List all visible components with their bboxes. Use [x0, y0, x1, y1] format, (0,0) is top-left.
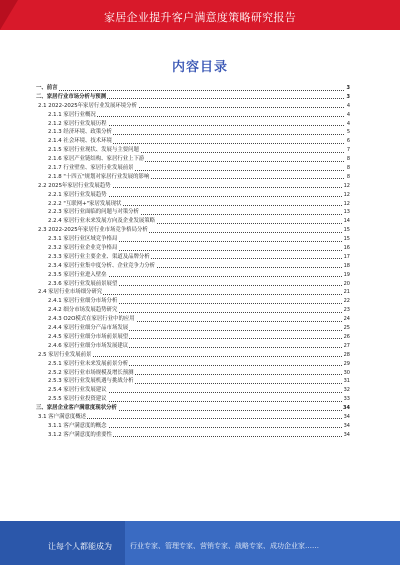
toc-entry[interactable] [36, 386, 350, 395]
toc-entry-title: 2.3.1 家居行业区域竞争格局 [48, 236, 118, 243]
toc-entry-page: 34 [343, 405, 350, 412]
toc-entry-page: 15 [343, 236, 350, 243]
toc-entry-title: 2.2.4 家居行业未来发展方向及企业发展策略 [48, 218, 156, 225]
toc-entry-page: 3 [346, 85, 350, 91]
toc-entry-page: 12 [343, 191, 350, 198]
footer-slogan-left: 让每个人都能成为 [48, 542, 112, 551]
toc-entry[interactable] [36, 360, 350, 369]
toc-entry-page: 3 [346, 93, 350, 100]
toc-entry-page: 34 [343, 413, 350, 420]
toc-entry-page: 28 [343, 351, 350, 358]
toc-entry-page: 22 [343, 298, 350, 305]
toc-entry[interactable] [36, 137, 350, 146]
toc-entry-title: 2.3.2 家居行业企业竞争格局 [48, 245, 118, 252]
toc-entry-page: 5 [346, 129, 350, 136]
toc-entry[interactable] [36, 84, 350, 93]
toc-entry-page: 34 [343, 422, 350, 429]
report-header [0, 0, 400, 30]
toc-entry-title: 3.1.2 客户满意度的重要性 [48, 431, 112, 438]
toc-entry[interactable] [36, 226, 350, 235]
toc-entry[interactable] [36, 93, 350, 102]
toc-entry-title: 二、家居行业市场分析与预测 [36, 93, 107, 100]
toc-entry-page: 18 [343, 262, 350, 269]
toc-entry-title: 2.1 2022-2025年家居行业发展环境分析 [38, 102, 137, 109]
toc-entry[interactable] [36, 191, 350, 200]
toc-entry-title: 2.5.4 家居行业发展建议 [48, 387, 107, 394]
toc-entry-title: 2.1.6 家居产业链结构、家居行业上下游 [48, 156, 145, 163]
toc-entry[interactable] [36, 306, 350, 315]
toc-entry-title: 三、家居企业客户满意度现状分析 [36, 405, 117, 412]
toc-entry-page: 7 [346, 147, 350, 154]
toc-entry-page: 4 [346, 102, 350, 109]
toc-entry-title: 2.1.2 家居行业发展历程 [48, 120, 107, 127]
toc-entry-page: 8 [346, 173, 350, 180]
toc-entry-title: 2.5 家居行业发展前景 [38, 351, 92, 358]
toc-entry[interactable] [36, 155, 350, 164]
toc-entry-title: 2.4.3 O2O模式在家居行业中的应用 [48, 316, 135, 323]
toc-entry-title: 2.2.2 "互联网+"家居发展现状 [48, 200, 122, 207]
toc-entry[interactable] [36, 235, 350, 244]
toc-entry-title: 2.4.5 家居行业细分市场前景展望 [48, 333, 129, 340]
footer-slogan-right: 行业专家、管理专家、营销专家、战略专家、成功企业家…… [130, 542, 319, 550]
toc-entry-title: 2.5.1 家居行业未来发展前景分析 [48, 360, 129, 367]
toc-entry[interactable] [36, 111, 350, 120]
toc-entry[interactable] [36, 128, 350, 137]
toc-entry[interactable] [36, 271, 350, 280]
toc-entry[interactable] [36, 377, 350, 386]
toc-entry-page: 13 [343, 209, 350, 216]
toc-entry-title: 2.4.2 细分市场发展趋势研究 [48, 307, 118, 314]
toc-entry-title: 2.5.5 家居行业投资建议 [48, 396, 107, 403]
toc-entry-page: 29 [343, 360, 350, 367]
footer [0, 521, 400, 565]
toc-entry-title: 2.1.1 家居行业概况 [48, 111, 96, 118]
toc-entry[interactable] [36, 369, 350, 378]
toc-entry[interactable] [36, 395, 350, 404]
toc-entry[interactable] [36, 244, 350, 253]
toc-entry[interactable] [36, 413, 350, 422]
toc-entry-title: 2.1.5 家居行业现状、发展与主要问题 [48, 147, 139, 154]
toc-entry-page: 27 [343, 342, 350, 349]
toc-entry-page: 30 [343, 369, 350, 376]
toc-entry-page: 20 [343, 280, 350, 287]
toc-entry-page: 15 [343, 227, 350, 234]
toc-entry-title: 2.2 2025年家居行业发展趋势 [38, 182, 111, 189]
toc-entry-page: 34 [343, 431, 350, 438]
toc-entry-page: 24 [343, 316, 350, 323]
toc-entry-page: 33 [343, 396, 350, 403]
toc-leader-dots [36, 90, 344, 91]
toc-title: 内容目录 [171, 60, 228, 75]
toc-entry-page: 8 [346, 156, 350, 163]
toc-entry[interactable] [36, 431, 350, 440]
toc-entry[interactable] [36, 102, 350, 111]
toc-entry-title: 2.2.3 家居行业面临的问题与对策分析 [48, 209, 139, 216]
toc-entry[interactable] [36, 217, 350, 226]
toc-entry-title: 2.1.4 社会环境、技术环境 [48, 138, 112, 145]
toc-entry[interactable] [36, 262, 350, 271]
report-title: 家居企业提升客户满意度策略研究报告 [103, 11, 297, 24]
toc-entry[interactable] [36, 351, 350, 360]
toc-entry[interactable] [36, 324, 350, 333]
toc-entry-page: 17 [343, 253, 350, 260]
toc-entry[interactable] [36, 342, 350, 351]
toc-entry-page: 12 [343, 200, 350, 207]
toc-entry-page: 4 [346, 120, 350, 127]
toc-entry-title: 2.3.6 家居行业发展前景展望 [48, 280, 118, 287]
toc-entry[interactable] [36, 173, 350, 182]
toc-entry-title: 2.3 2022-2025年家居行业市场竞争格局分析 [38, 227, 148, 234]
toc-entry-title: 2.3.5 家居行业进入壁垒 [48, 271, 107, 278]
toc-entry[interactable] [36, 120, 350, 129]
toc-entry-title: 3.1.1 客户满意度的概念 [48, 422, 107, 429]
toc-entry-title: 2.1.8 "十四五"规划对家居行业发展的影响 [48, 173, 150, 180]
toc-entry-page: 32 [343, 387, 350, 394]
toc-entry[interactable] [36, 146, 350, 155]
toc-entry-page: 31 [343, 378, 350, 385]
toc-entry-page: 23 [343, 307, 350, 314]
toc-entry[interactable] [36, 315, 350, 324]
toc-entry[interactable] [36, 164, 350, 173]
toc-entry-title: 2.2.1 家居行业发展趋势 [48, 191, 107, 198]
toc-entry-title: 2.4.4 家居行业细分产品市场发展 [48, 325, 129, 332]
toc-entry-title: 2.1.7 行业壁垒、家居行业发展前景 [48, 165, 134, 172]
toc-entry-page: 12 [343, 182, 350, 189]
toc-entry-title: 2.4 家居行业市场细分研究 [38, 289, 103, 296]
toc-entry-title: 2.5.2 家居行业市场规模及增长预测 [48, 369, 134, 376]
toc-entry-page: 26 [343, 333, 350, 340]
toc-entry-page: 19 [343, 271, 350, 278]
toc-entry-title: 2.1.3 经济环境、政策分析 [48, 129, 112, 136]
toc-entry-page: 21 [343, 289, 350, 296]
toc-entry-page: 6 [346, 138, 350, 145]
toc-entry-title: 2.4.6 家居行业细分市场发展建议 [48, 342, 129, 349]
toc-entry-title: 2.3.4 家居行业集中度分析、企业竞争力分析 [48, 262, 156, 269]
toc-entry-title: 2.3.3 家居行业主要企业、渠道及品牌分析 [48, 253, 150, 260]
toc-entry-page: 4 [346, 111, 350, 118]
toc-entry[interactable] [36, 422, 350, 431]
toc-entry[interactable] [36, 288, 350, 297]
toc-entry[interactable] [36, 208, 350, 217]
toc-entry[interactable] [36, 404, 350, 413]
toc-entry-page: 14 [343, 218, 350, 225]
toc-entry-page: 16 [343, 245, 350, 252]
toc-entry-page: 8 [346, 165, 350, 172]
toc-entry-title: 一、前言 [36, 85, 58, 91]
toc-entry-title: 3.1 客户满意度概述 [38, 413, 87, 420]
toc-entry[interactable] [36, 182, 350, 191]
table-of-contents [36, 84, 350, 440]
toc-entry[interactable] [36, 280, 350, 289]
toc-entry[interactable] [36, 253, 350, 262]
toc-entry[interactable] [36, 333, 350, 342]
toc-entry-title: 2.4.1 家居行业细分市场分析 [48, 298, 118, 305]
toc-entry-title: 2.5.3 家居行业发展机遇与挑战分析 [48, 378, 134, 385]
toc-entry-page: 25 [343, 325, 350, 332]
toc-entry[interactable] [36, 200, 350, 209]
toc-entry[interactable] [36, 297, 350, 306]
